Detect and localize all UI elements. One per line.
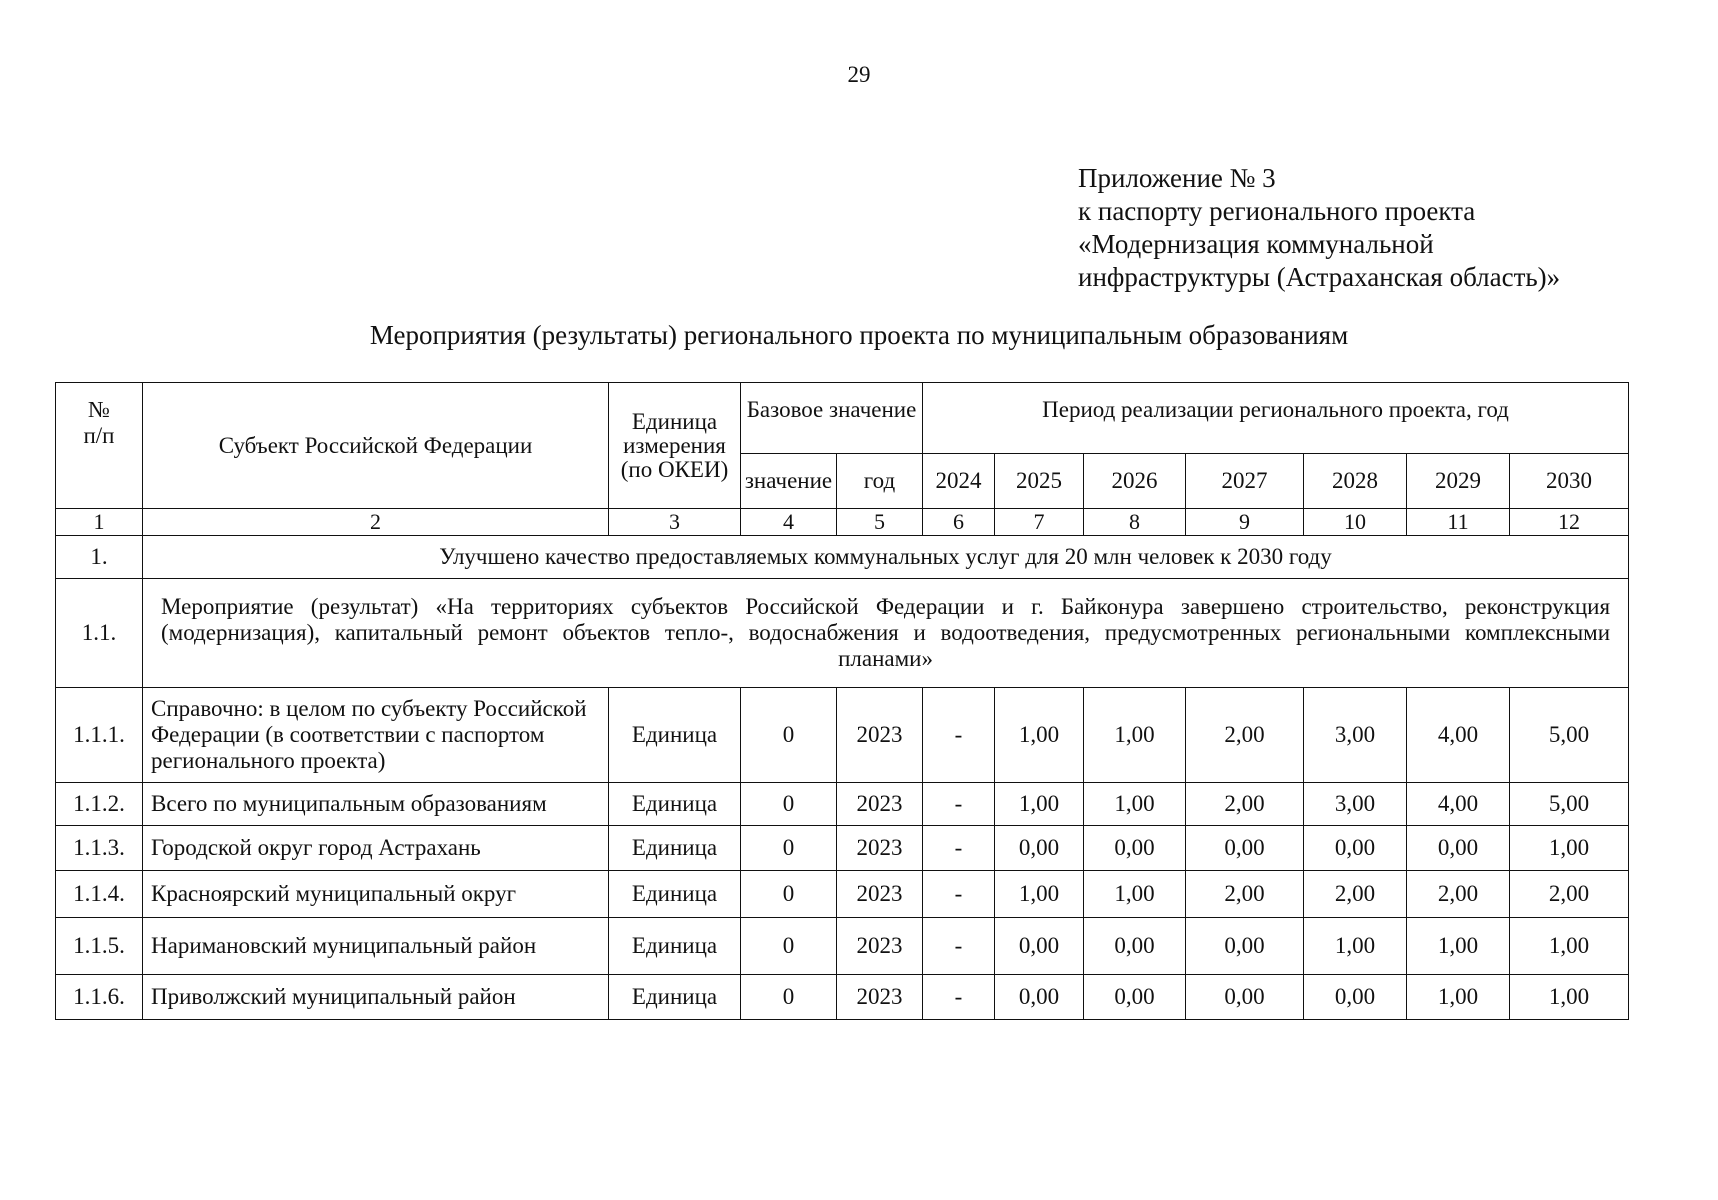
row-value-2024: - bbox=[923, 918, 995, 975]
row-value-2026: 1,00 bbox=[1084, 688, 1186, 783]
row-unit: Единица bbox=[609, 975, 741, 1020]
table-row bbox=[56, 871, 1629, 918]
row-num: 1.1.5. bbox=[56, 918, 143, 975]
column-number: 7 bbox=[995, 509, 1084, 536]
row-num: 1.1.1. bbox=[56, 688, 143, 783]
row-name: Городской округ город Астрахань bbox=[143, 826, 609, 871]
header-year-2030: 2030 bbox=[1510, 454, 1629, 509]
column-number: 5 bbox=[837, 509, 923, 536]
row-value-2026: 0,00 bbox=[1084, 918, 1186, 975]
row-num: 1.1.4. bbox=[56, 871, 143, 918]
row-base-value: 0 bbox=[741, 871, 837, 918]
header-year-2025: 2025 bbox=[995, 454, 1084, 509]
goal-text: Улучшено качество предоставляемых коммунальных услуг для 20 млн человек к 2030 году bbox=[143, 536, 1629, 579]
column-number: 6 bbox=[923, 509, 995, 536]
header-base: Базовое значение bbox=[741, 383, 923, 454]
table-row bbox=[56, 918, 1629, 975]
row-unit: Единица bbox=[609, 688, 741, 783]
column-number: 8 bbox=[1084, 509, 1186, 536]
header-base-year: год bbox=[837, 454, 923, 509]
row-value-2029: 4,00 bbox=[1407, 783, 1510, 826]
row-value-2025: 1,00 bbox=[995, 871, 1084, 918]
row-base-year: 2023 bbox=[837, 918, 923, 975]
row-value-2027: 2,00 bbox=[1186, 783, 1304, 826]
row-value-2026: 0,00 bbox=[1084, 826, 1186, 871]
header-year-2027: 2027 bbox=[1186, 454, 1304, 509]
column-number: 1 bbox=[56, 509, 143, 536]
header-base-value: значение bbox=[741, 454, 837, 509]
row-value-2029: 1,00 bbox=[1407, 975, 1510, 1020]
row-value-2027: 0,00 bbox=[1186, 975, 1304, 1020]
row-value-2028: 0,00 bbox=[1304, 975, 1407, 1020]
row-value-2025: 1,00 bbox=[995, 688, 1084, 783]
row-value-2028: 3,00 bbox=[1304, 783, 1407, 826]
row-value-2024: - bbox=[923, 826, 995, 871]
appendix-line-3: «Модернизация коммунальной bbox=[1078, 229, 1434, 259]
row-value-2029: 2,00 bbox=[1407, 871, 1510, 918]
page-number: 29 bbox=[847, 62, 871, 87]
row-base-year: 2023 bbox=[837, 975, 923, 1020]
header-year-2024: 2024 bbox=[923, 454, 995, 509]
row-num: 1.1.2. bbox=[56, 783, 143, 826]
measure-num: 1.1. bbox=[56, 579, 143, 688]
row-base-value: 0 bbox=[741, 688, 837, 783]
header-unit: Единица измерения (по ОКЕИ) bbox=[609, 383, 741, 509]
row-value-2027: 2,00 bbox=[1186, 871, 1304, 918]
row-unit: Единица bbox=[609, 783, 741, 826]
row-value-2028: 1,00 bbox=[1304, 918, 1407, 975]
measures-table bbox=[55, 382, 1629, 1020]
appendix-line-1: Приложение № 3 bbox=[1078, 163, 1276, 193]
row-unit: Единица bbox=[609, 871, 741, 918]
column-numbers-row bbox=[56, 509, 1629, 536]
row-value-2030: 1,00 bbox=[1510, 918, 1629, 975]
row-value-2029: 0,00 bbox=[1407, 826, 1510, 871]
row-value-2027: 2,00 bbox=[1186, 688, 1304, 783]
table-header bbox=[56, 383, 1629, 536]
row-value-2030: 5,00 bbox=[1510, 688, 1629, 783]
appendix-note bbox=[1078, 162, 1560, 294]
table-row bbox=[56, 826, 1629, 871]
column-number: 4 bbox=[741, 509, 837, 536]
column-number: 11 bbox=[1407, 509, 1510, 536]
measure-text: Мероприятие (результат) «На территориях субъектов Российской Федерации и г. Байконура завершено строительство, реконструкция (модернизация), капитальный ремонт объектов тепло-, водоснабжения и водоотведения, предусмотренных региональными комплексными планами» bbox=[143, 579, 1629, 688]
row-value-2024: - bbox=[923, 783, 995, 826]
header-subject: Субъект Российской Федерации bbox=[143, 383, 609, 509]
header-year-2028: 2028 bbox=[1304, 454, 1407, 509]
column-number: 9 bbox=[1186, 509, 1304, 536]
column-number: 2 bbox=[143, 509, 609, 536]
header-year-2026: 2026 bbox=[1084, 454, 1186, 509]
row-num: 1.1.6. bbox=[56, 975, 143, 1020]
table-row bbox=[56, 783, 1629, 826]
table-row bbox=[56, 688, 1629, 783]
row-base-year: 2023 bbox=[837, 783, 923, 826]
row-value-2028: 2,00 bbox=[1304, 871, 1407, 918]
row-base-value: 0 bbox=[741, 826, 837, 871]
table-row bbox=[56, 975, 1629, 1020]
column-number: 10 bbox=[1304, 509, 1407, 536]
goal-num: 1. bbox=[56, 536, 143, 579]
row-value-2024: - bbox=[923, 975, 995, 1020]
row-name: Всего по муниципальным образованиям bbox=[143, 783, 609, 826]
row-value-2030: 5,00 bbox=[1510, 783, 1629, 826]
row-value-2025: 0,00 bbox=[995, 918, 1084, 975]
row-value-2030: 1,00 bbox=[1510, 975, 1629, 1020]
measure-row bbox=[56, 579, 1629, 688]
row-value-2029: 4,00 bbox=[1407, 688, 1510, 783]
row-base-year: 2023 bbox=[837, 871, 923, 918]
row-value-2030: 1,00 bbox=[1510, 826, 1629, 871]
row-value-2029: 1,00 bbox=[1407, 918, 1510, 975]
column-number: 12 bbox=[1510, 509, 1629, 536]
header-num: № п/п bbox=[56, 383, 143, 509]
row-value-2028: 3,00 bbox=[1304, 688, 1407, 783]
row-value-2026: 1,00 bbox=[1084, 871, 1186, 918]
row-value-2027: 0,00 bbox=[1186, 826, 1304, 871]
row-value-2025: 1,00 bbox=[995, 783, 1084, 826]
row-value-2027: 0,00 bbox=[1186, 918, 1304, 975]
appendix-line-2: к паспорту регионального проекта bbox=[1078, 196, 1476, 226]
row-base-year: 2023 bbox=[837, 688, 923, 783]
appendix-line-4: инфраструктуры (Астраханская область)» bbox=[1078, 262, 1561, 292]
row-base-year: 2023 bbox=[837, 826, 923, 871]
row-value-2025: 0,00 bbox=[995, 826, 1084, 871]
table-body bbox=[56, 536, 1629, 1020]
row-name: Наримановский муниципальный район bbox=[143, 918, 609, 975]
row-name: Приволжский муниципальный район bbox=[143, 975, 609, 1020]
row-value-2028: 0,00 bbox=[1304, 826, 1407, 871]
row-value-2024: - bbox=[923, 871, 995, 918]
row-unit: Единица bbox=[609, 918, 741, 975]
row-base-value: 0 bbox=[741, 783, 837, 826]
row-name: Справочно: в целом по субъекту Российской Федерации (в соответствии с паспортом регионального проекта) bbox=[143, 688, 609, 783]
row-value-2026: 0,00 bbox=[1084, 975, 1186, 1020]
row-value-2025: 0,00 bbox=[995, 975, 1084, 1020]
row-unit: Единица bbox=[609, 826, 741, 871]
row-num: 1.1.3. bbox=[56, 826, 143, 871]
row-value-2026: 1,00 bbox=[1084, 783, 1186, 826]
header-period: Период реализации регионального проекта, год bbox=[923, 383, 1629, 454]
row-base-value: 0 bbox=[741, 918, 837, 975]
header-year-2029: 2029 bbox=[1407, 454, 1510, 509]
goal-row bbox=[56, 536, 1629, 579]
row-name: Красноярский муниципальный округ bbox=[143, 871, 609, 918]
row-value-2024: - bbox=[923, 688, 995, 783]
document-title: Мероприятия (результаты) регионального проекта по муниципальным образованиям bbox=[369, 320, 1349, 350]
row-value-2030: 2,00 bbox=[1510, 871, 1629, 918]
row-base-value: 0 bbox=[741, 975, 837, 1020]
column-number: 3 bbox=[609, 509, 741, 536]
